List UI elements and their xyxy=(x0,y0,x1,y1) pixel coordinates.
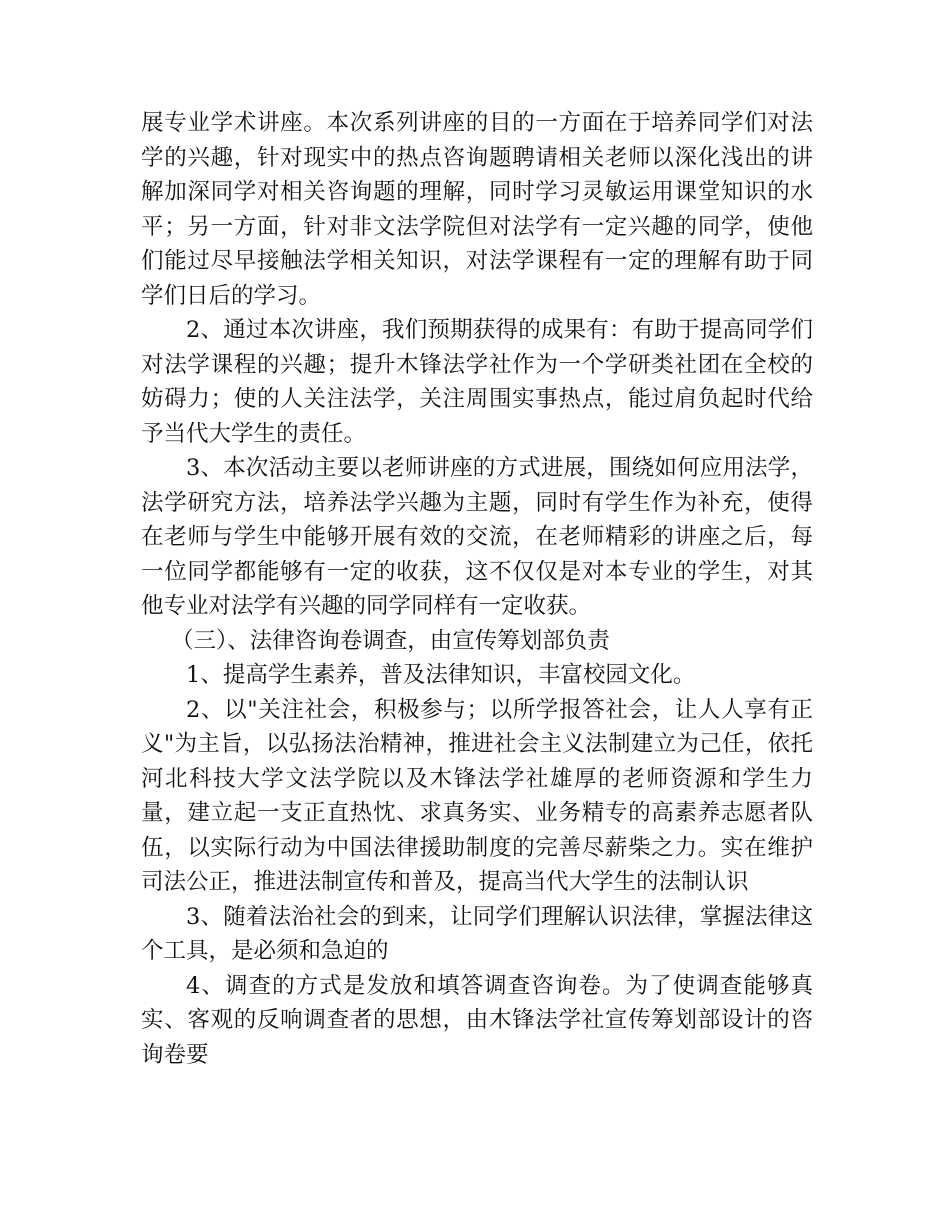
paragraph-survey-item-1: 1、提高学生素养，普及法律知识，丰富校园文化。 xyxy=(186,662,696,688)
paragraph-expected-results: 2、通过本次讲座，我们预期获得的成果有：有助于提高同学们对法学课程的兴趣；提升木锋法学社作为一个学研类社团在全校的妨碍力；使的人关注法学，关注周围实事热点，能过肩负起时代给予当代大学生的责任。 xyxy=(141,317,813,447)
paragraph-survey-item-3: 3、随着法治社会的到来，让同学们理解认识法律，掌握法律这个工具，是必须和急迫的 xyxy=(141,903,813,964)
paragraph-activity-format: 3、本次活动主要以老师讲座的方式进展，围绕如何应用法学，法学研究方法，培养法学兴趣为主题，同时有学生作为补充，使得在老师与学生中能够开展有效的交流，在老师精彩的讲座之后，每一位同学都能够有一定的收获，这不仅仅是对本专业的学生，对其他专业对法学有兴趣的同学同样有一定收获。 xyxy=(141,455,813,619)
paragraph-survey-item-4: 4、调查的方式是发放和填答调查咨询卷。为了使调查能够真实、客观的反响调查者的思想，由木锋法学社宣传筹划部设计的咨询卷要 xyxy=(141,972,813,1068)
paragraph-lecture-purpose: 展专业学术讲座。本次系列讲座的目的一方面在于培养同学们对法学的兴趣，针对现实中的热点咨询题聘请相关老师以深化浅出的讲解加深同学对相关咨询题的理解，同时学习灵敏运用课堂知识的水平；另一方面，针对非文法学院但对法学有一定兴趣的同学，使他们能过尽早接触法学相关知识，对法学课程有一定的理解有助于同学们日后的学习。 xyxy=(141,110,813,309)
section-heading-survey: （三）、法律咨询卷调查，由宣传筹划部负责 xyxy=(171,627,610,654)
paragraph-survey-item-2: 2、以"关注社会，积极参与；以所学报答社会，让人人享有正义"为主旨，以弘扬法治精神，推进社会主义法制建立为己任，依托河北科技大学文法学院以及木锋法学社雄厚的老师资源和学生力量，建立起一支正直热忱、求真务实、业务精专的高素养志愿者队伍，以实际行动为中国法律援助制度的完善尽薪柴之力。实在维护司法公正，推进法制宣传和普及，提高当代大学生的法制认识 xyxy=(141,696,813,895)
document-body xyxy=(141,106,813,1072)
